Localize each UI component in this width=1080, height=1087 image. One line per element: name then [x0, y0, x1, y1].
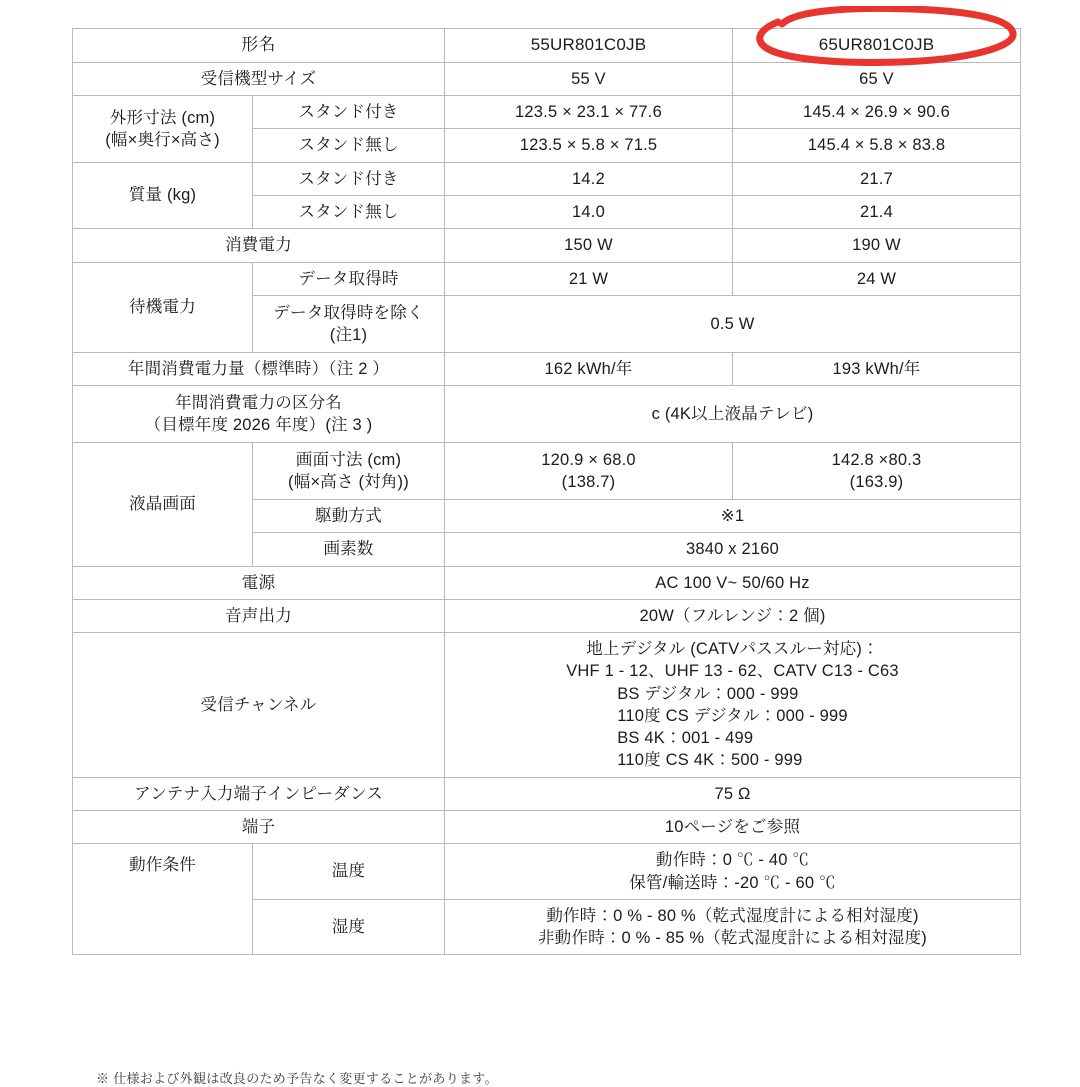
- sub-label-without-stand: スタンド無し: [253, 129, 445, 162]
- table-header-row: [73, 29, 1021, 63]
- panel-size-line1: 画面寸法 (cm): [295, 450, 402, 469]
- header-model-55: 55UR801C0JB: [445, 29, 733, 63]
- header-model-65: 65UR801C0JB: [733, 29, 1021, 63]
- value-channels: [445, 633, 1021, 778]
- row-label-screen-size: 受信機型サイズ: [73, 62, 445, 95]
- table-row: [73, 96, 1021, 129]
- sub-label-humidity: 湿度: [253, 899, 445, 955]
- value-screen-size-55: 55 V: [445, 62, 733, 95]
- row-label-audio-output: 音声出力: [73, 599, 445, 632]
- value-standby-excluding-data: 0.5 W: [445, 295, 1021, 352]
- channel-cs4k-key: 110度 CS 4K: [617, 751, 715, 770]
- row-label-power-source: 電源: [73, 566, 445, 599]
- table-row: [73, 777, 1021, 810]
- channel-entry-cs4k: [617, 749, 848, 771]
- table-row: [73, 229, 1021, 262]
- value-power-source: AC 100 V~ 50/60 Hz: [445, 566, 1021, 599]
- channel-entry-cs: [617, 705, 848, 727]
- row-label-dimensions: [73, 96, 253, 163]
- value-terminals: 10ページをご参照: [445, 810, 1021, 843]
- value-power-55: 150 W: [445, 229, 733, 262]
- humidity-operating-value: ：0 % - 80 %（乾式湿度計による相対湿度): [596, 906, 919, 925]
- channel-bs-key: BS デジタル: [617, 684, 711, 703]
- channel-entry-bs4k: [617, 727, 848, 749]
- value-drive-system: ※1: [445, 500, 1021, 533]
- value-standby-data-65: 24 W: [733, 262, 1021, 295]
- temp-operating-value: ：0 ℃ - 40 ℃: [706, 851, 810, 870]
- table-row: [73, 386, 1021, 443]
- sub-label-excluding-data-acquisition: [253, 295, 445, 352]
- excluding-line1: データ取得時を除く: [273, 303, 424, 322]
- table-row: [73, 262, 1021, 295]
- temp-operating: [451, 849, 1014, 871]
- row-label-channels: 受信チャンネル: [73, 633, 445, 778]
- table-row: [73, 443, 1021, 500]
- value-power-category: c (4K以上液晶テレビ): [445, 386, 1021, 443]
- channel-bs4k-value: ：001 - 499: [665, 729, 754, 748]
- value-temperature: [445, 844, 1021, 900]
- table-row: [73, 352, 1021, 385]
- value-weight-without-stand-65: 21.4: [733, 196, 1021, 229]
- row-label-power-category: [73, 386, 445, 443]
- channel-entry-bs: [617, 683, 848, 705]
- spec-table: [72, 28, 1021, 955]
- humidity-operating: [451, 905, 1014, 927]
- value-standby-data-55: 21 W: [445, 262, 733, 295]
- channel-entries: [617, 683, 848, 772]
- table-row: [73, 566, 1021, 599]
- humidity-non-operating-key: 非動作時: [537, 929, 605, 948]
- table-row: [73, 599, 1021, 632]
- value-screen-size-65: 65 V: [733, 62, 1021, 95]
- row-label-antenna-impedance: アンテナ入力端子インピーダンス: [73, 777, 445, 810]
- channel-line-terrestrial: 地上デジタル (CATVパススルー対応)：: [586, 640, 879, 659]
- value-audio-output: 20W（フルレンジ：2 個): [445, 599, 1021, 632]
- value-weight-with-stand-65: 21.7: [733, 162, 1021, 195]
- row-label-standby-power: 待機電力: [73, 262, 253, 352]
- row-label-weight: 質量 (kg): [73, 162, 253, 229]
- channel-cs-key: 110度 CS デジタル: [617, 706, 760, 725]
- row-label-terminals: 端子: [73, 810, 445, 843]
- channel-bs-value: ：000 - 999: [710, 684, 799, 703]
- sub-label-with-stand: スタンド付き: [253, 96, 445, 129]
- value-weight-with-stand-55: 14.2: [445, 162, 733, 195]
- power-category-line1: 年間消費電力の区分名: [175, 393, 342, 412]
- value-panel-size-55: [445, 443, 733, 500]
- value-pixels: 3840 x 2160: [445, 533, 1021, 566]
- dimensions-label-line1: 外形寸法 (cm): [109, 108, 216, 127]
- excluding-line2: (注1): [329, 325, 368, 344]
- document-footnote: ※ 仕様および外観は改良のため予告なく変更することがあります。: [96, 1071, 498, 1086]
- humidity-operating-key: 動作時: [546, 906, 597, 925]
- value-dimensions-without-stand-65: 145.4 × 5.8 × 83.8: [733, 129, 1021, 162]
- temp-operating-key: 動作時: [655, 851, 707, 870]
- panel-size-65-line2: (163.9): [849, 473, 904, 492]
- table-row: [73, 844, 1021, 900]
- channel-line-vhf-uhf-catv: VHF 1 - 12、UHF 13 - 62、CATV C13 - C63: [566, 662, 899, 681]
- sub-label-drive-system: 駆動方式: [253, 500, 445, 533]
- humidity-non-operating-value: ：0 % - 85 %（乾式湿度計による相対湿度): [604, 929, 927, 948]
- table-row: [73, 810, 1021, 843]
- value-annual-power-65: 193 kWh/年: [733, 352, 1021, 385]
- dimensions-label-line2: (幅×奥行×高さ): [105, 130, 220, 149]
- sub-label-temperature: 温度: [253, 844, 445, 900]
- panel-size-55-line2: (138.7): [561, 473, 616, 492]
- sub-label-data-acquisition: データ取得時: [253, 262, 445, 295]
- temp-storage-value: ：-20 ℃ - 60 ℃: [717, 873, 836, 892]
- panel-size-line2: (幅×高さ (対角)): [288, 473, 409, 492]
- table-row: [73, 162, 1021, 195]
- humidity-non-operating: [451, 927, 1014, 949]
- sub-label-weight-without-stand: スタンド無し: [253, 196, 445, 229]
- row-label-power-consumption: 消費電力: [73, 229, 445, 262]
- power-category-line2: （目標年度 2026 年度）(注 3 ): [144, 416, 373, 435]
- panel-size-55-line1: 120.9 × 68.0: [541, 450, 636, 469]
- header-model-label: 形名: [73, 29, 445, 63]
- value-humidity: [445, 899, 1021, 955]
- channel-cs4k-value: ：500 - 999: [714, 751, 803, 770]
- table-row: [73, 62, 1021, 95]
- panel-size-65-line1: 142.8 ×80.3: [831, 450, 922, 469]
- sub-label-weight-with-stand: スタンド付き: [253, 162, 445, 195]
- value-panel-size-65: [733, 443, 1021, 500]
- table-row: [73, 633, 1021, 778]
- channel-bs4k-key: BS 4K: [617, 729, 665, 748]
- sub-label-panel-size: [253, 443, 445, 500]
- value-dimensions-with-stand-55: 123.5 × 23.1 × 77.6: [445, 96, 733, 129]
- value-weight-without-stand-55: 14.0: [445, 196, 733, 229]
- temp-storage-key: 保管/輸送時: [629, 873, 718, 892]
- value-power-65: 190 W: [733, 229, 1021, 262]
- row-label-lcd-panel: 液晶画面: [73, 443, 253, 567]
- channel-cs-value: ：000 - 999: [759, 706, 848, 725]
- row-label-annual-power: 年間消費電力量（標準時）（注 2 ）: [73, 352, 445, 385]
- value-annual-power-55: 162 kWh/年: [445, 352, 733, 385]
- row-label-operating-conditions: 動作条件: [73, 844, 253, 955]
- value-dimensions-without-stand-55: 123.5 × 5.8 × 71.5: [445, 129, 733, 162]
- value-antenna-impedance: 75 Ω: [445, 777, 1021, 810]
- spec-table-container: [72, 28, 1020, 955]
- value-dimensions-with-stand-65: 145.4 × 26.9 × 90.6: [733, 96, 1021, 129]
- temp-storage: [451, 872, 1014, 894]
- sub-label-pixels: 画素数: [253, 533, 445, 566]
